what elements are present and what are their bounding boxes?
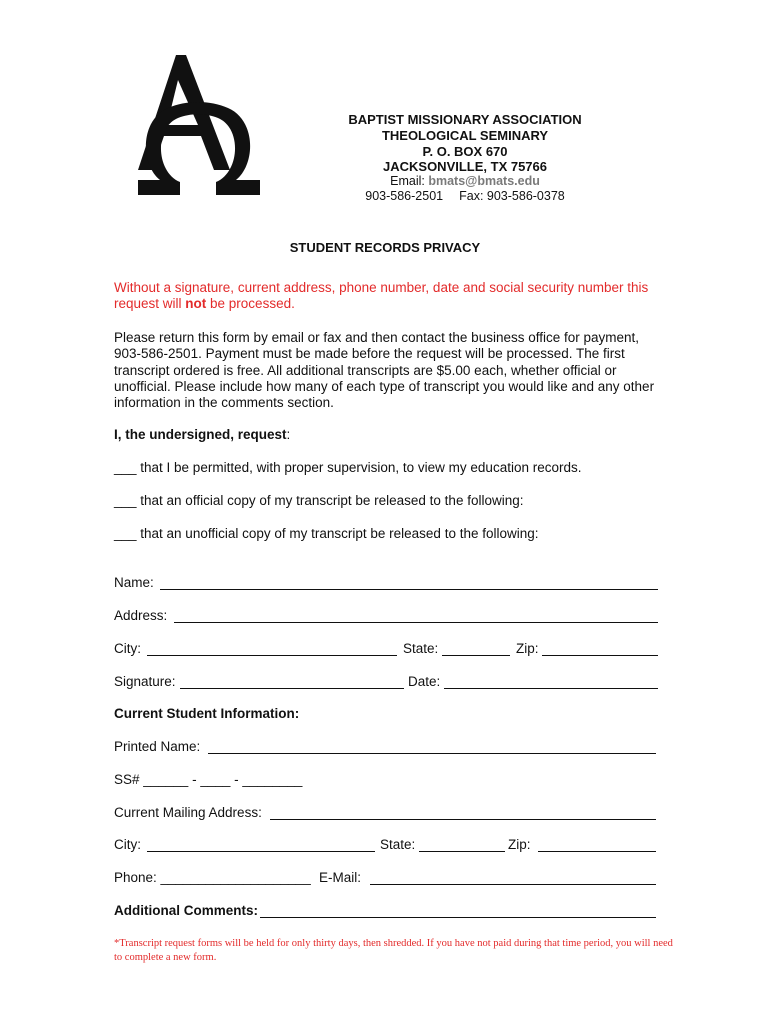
option-official-transcript[interactable]: ___ that an official copy of my transcript be released to the following: (114, 493, 524, 508)
comments-field[interactable] (260, 903, 656, 918)
date-field[interactable] (444, 674, 658, 689)
student-email-field[interactable] (370, 870, 656, 885)
recipient-state-label: State: (403, 641, 439, 656)
student-city-row (114, 837, 658, 855)
option-view-records[interactable]: ___ that I be permitted, with proper supervision, to view my education records. (114, 460, 582, 475)
signature-label: Signature: (114, 674, 176, 689)
request-heading: I, the undersigned, request: (114, 427, 291, 442)
recipient-zip-field[interactable] (542, 641, 658, 656)
comments-row (114, 903, 658, 921)
recipient-city-label: City: (114, 641, 141, 656)
email-link[interactable]: bmats@bmats.edu (428, 174, 540, 188)
recipient-name-field[interactable] (160, 575, 658, 590)
mailing-address-row (114, 805, 658, 823)
student-city-label: City: (114, 837, 141, 852)
fax-number: Fax: 903-586-0378 (459, 189, 565, 203)
phone-email-row (114, 870, 658, 888)
phone-number: 903-586-2501 (365, 189, 444, 203)
recipient-zip-label: Zip: (516, 641, 539, 656)
student-zip-label: Zip: (508, 837, 531, 852)
mailing-address-label: Current Mailing Address: (114, 805, 262, 820)
recipient-address-label: Address: (114, 608, 168, 623)
recipient-city-field[interactable] (147, 641, 397, 656)
student-info-heading: Current Student Information: (114, 706, 300, 721)
org-name-line2: THEOLOGICAL SEMINARY (381, 128, 549, 143)
signature-row (114, 674, 658, 692)
student-state-label: State: (380, 837, 416, 852)
recipient-address-row (114, 608, 658, 626)
printed-name-field[interactable] (208, 739, 656, 754)
student-email-label: E-Mail: (319, 870, 362, 885)
alpha-omega-logo-icon (118, 50, 266, 200)
student-phone-field[interactable]: Phone: ____________________ (114, 870, 311, 885)
student-state-field[interactable] (419, 837, 505, 852)
email-label: Email: (390, 174, 429, 188)
recipient-name-label: Name: (114, 575, 154, 590)
printed-name-row (114, 739, 658, 757)
contact-line (300, 189, 630, 204)
city-state-zip: JACKSONVILLE, TX 75766 (383, 159, 547, 174)
option-unofficial-transcript[interactable]: ___ that an unofficial copy of my transcript be released to the following: (114, 526, 539, 541)
signature-field[interactable] (180, 674, 404, 689)
date-label: Date: (408, 674, 441, 689)
warning-emphasis: not (185, 296, 207, 311)
printed-name-label: Printed Name: (114, 739, 201, 754)
mailing-address-field[interactable] (270, 805, 656, 820)
org-name-line1: BAPTIST MISSIONARY ASSOCIATION (348, 112, 582, 127)
document-title: STUDENT RECORDS PRIVACY (289, 240, 481, 255)
footnote: *Transcript request forms will be held for only thirty days, then shredded. If you have not paid during that time period, you will need to complete a new form. (114, 938, 673, 963)
recipient-state-field[interactable] (442, 641, 510, 656)
student-city-field[interactable] (147, 837, 375, 852)
recipient-name-row (114, 575, 658, 593)
student-zip-field[interactable] (538, 837, 656, 852)
warning-text: Without a signature, current address, phone number, date and social security number this request will not be processed. (114, 280, 649, 311)
ssn-field[interactable]: SS# ______ - ____ - ________ (114, 772, 303, 787)
comments-label: Additional Comments: (114, 903, 258, 918)
recipient-city-row (114, 641, 658, 659)
recipient-address-field[interactable] (174, 608, 658, 623)
po-box: P. O. BOX 670 (422, 144, 508, 159)
email-line (300, 174, 630, 189)
instructions-paragraph: Please return this form by email or fax and then contact the business office for payment, 903-586-2501. Payment must be made before the request will be processed. The first transcript ordered is free. All additional transcripts are $5.00 each, whether official or unofficial. Please include how many of each type of transcript you would like and any other information in the comments section. (114, 330, 655, 411)
seminary-logo (118, 50, 266, 200)
